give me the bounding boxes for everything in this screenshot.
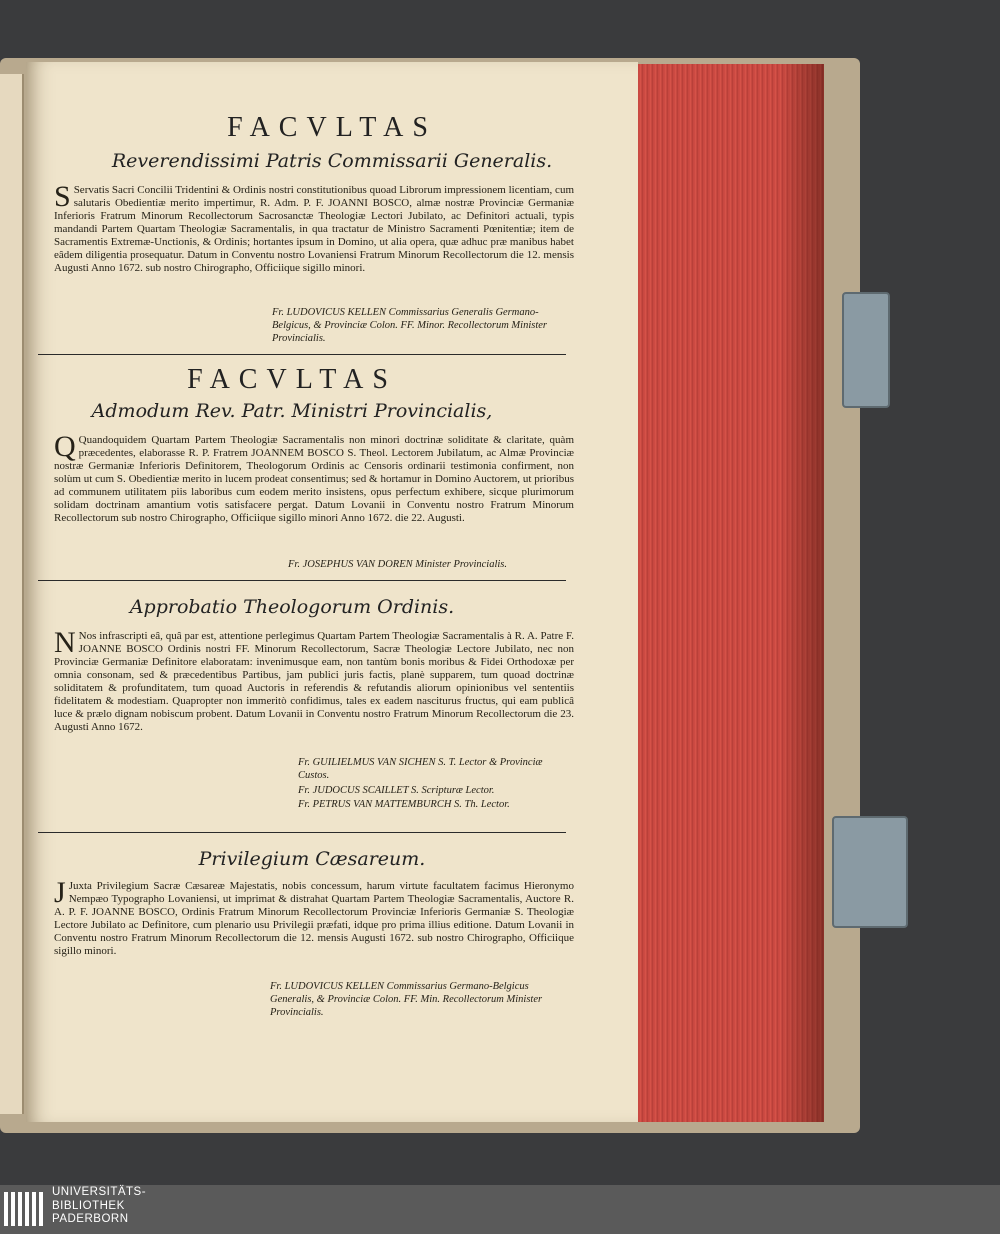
section3-signature-3: Fr. PETRUS VAN MATTEMBURCH S. Th. Lector.: [298, 799, 510, 810]
section4-signature: Fr. LUDOVICUS KELLEN Commissarius Germano-Belgicus Generalis, & Provinciæ Colon. FF. Min. Recollectorum Minister Provincialis.: [270, 981, 543, 1018]
section2-signature: Fr. JOSEPHUS VAN DOREN Minister Provincialis.: [288, 559, 508, 570]
section1-subtitle: Reverendissimi Patris Commissarii Generalis.: [111, 150, 553, 172]
left-page-edge: [0, 74, 24, 1114]
printed-page: [26, 62, 638, 1122]
section2-title: FACVLTAS: [187, 364, 397, 395]
section3-text: N Nos infrascripti eâ, quâ par est, attentione perlegimus Quartam Partem Theologiæ Sacramentalis à R. A. Patre F. JOANNE BOSCO Ordinis nostri FF. Minorum Recollectorum, Sacræ Theologiæ Lectore Jubilato, nec non Provinciæ Germaniæ Definitore elaboratam: invenimusque eam, non tantùm bonis moribus & Fidei Orthodoxæ per omnia consonam, sed & præcedentibus Partibus, jam publici juris factis, planè supparem, tum quoad doctrinæ soliditatem & profunditatem, tum quoad Auctoris in referendis & refutandis aliorum opinionibus vel sententiis fidelitatem & modestiam. Quapropter non immeritò confidimus, tales ex eadem nasciturus fructus, qui eam publicâ luce & prælo dignam nobiscum probent. Datum Lovanii in Conventu nostro Fratrum Minorum Recollectorum die 23. Augusti Anno 1672.: [54, 626, 574, 733]
library-footer: [0, 1185, 1000, 1234]
library-name: UNIVERSITÄTS- BIBLIOTHEK PADERBORN: [52, 1186, 147, 1225]
section4-text: J Juxta Privilegium Sacræ Cæsareæ Majestatis, nobis concessum, harum virtute facultatem facimus Hieronymo Nempæo Typographo Lovaniensi, ut imprimat & distrahat Quartam Partem Theologiæ Sacramentalis, Auctore R. A. P. F. JOANNE BOSCO, Ordinis Fratrum Minorum Recollectorum Provinciæ Inferioris Germaniæ S. Theologiæ Lectore Jubilato ac Definitore, cum plenario usu Privilegii præfati, idque pro prima illius editione. Datum Lovanii in Conventu nostro Fratrum Minorum Recollectorum die 12. mensis Augusti 1672. sub nostro Chirographo, Officiique sigillo minori.: [54, 876, 574, 957]
divider: [38, 832, 566, 833]
divider: [38, 354, 566, 355]
section4-title: Privilegium Cæsareum.: [198, 848, 426, 870]
divider: [38, 580, 566, 581]
section1-title: FACVLTAS: [227, 112, 437, 143]
library-logo-icon: [4, 1192, 44, 1226]
section3-title: Approbatio Theologorum Ordinis.: [129, 596, 455, 618]
section3-signature-2: Fr. JUDOCUS SCAILLET S. Scripturæ Lector.: [298, 785, 495, 796]
section1-signature: Fr. LUDOVICUS KELLEN Commissarius Generalis Germano-Belgicus, & Provinciæ Colon. FF. Minor. Recollectorum Minister Provincialis.: [272, 307, 548, 344]
metal-clasp-upper: [842, 292, 890, 408]
section2-subtitle: Admodum Rev. Patr. Ministri Provincialis,: [91, 400, 493, 422]
section3-signature-1: Fr. GUILIELMUS VAN SICHEN S. T. Lector & Provinciæ Custos.: [298, 757, 543, 781]
metal-clasp-lower: [832, 816, 908, 928]
section1-text: S Servatis Sacri Concilii Tridentini & Ordinis nostri constitutionibus quoad Librorum impressionem licentiam, cum salutaris Obedientiæ merito impertimur, R. Adm. P. F. JOANNI BOSCO, almæ nostræ Provinciæ Germaniæ Inferioris Fratrum Minorum Recollectorum Sacrosanctæ Theologiæ Lectori Jubilato, ac Definitori actuali, typis mandandi Partem Quartam Theologiæ Sacramentalis, in qua tractatur de Ministro Sacramenti Pœnitentiæ; item de Sacramentis Extremæ-Unctionis, & Ordinis; hortantes ipsum in Domino, ut alia opera, quæ adhuc præ manibus habet eâdem diligentia prosequatur. Datum in Conventu nostro Lovaniensi Fratrum Minorum Recollectorum die 12. mensis Augusti Anno 1672. sub nostro Chirographo, Officiique sigillo minori.: [54, 180, 574, 274]
section2-text: Q Quandoquidem Quartam Partem Theologiæ Sacramentalis non minori doctrinæ soliditate & claritate, quàm præcedentes, elaborasse R. P. Fratrem JOANNEM BOSCO S. Theol. Lectorem Jubilatum, ac Almæ Provinciæ nostræ Germaniæ Inferioris Definitorem, Theologorum Ordinis ac Censoris ordinarii testimonia confirment, non solùm ut cum S. Obedientiæ merito in lucem prodeat consentimus; sed & hortamur in Domino Auctorem, ut prioribus ad communem utilitatem piis laboribus cum eodem merito insistens, opus perfectum exhibere, sicque plurimorum solidam doctrinam amantium votis satisfacere pergat. Datum Lovanii in Conventu nostro Fratrum Minorum Recollectorum sub nostro Chirographo, Officiique sigillo minori Anno 1672. die 22. Augusti.: [54, 430, 574, 524]
